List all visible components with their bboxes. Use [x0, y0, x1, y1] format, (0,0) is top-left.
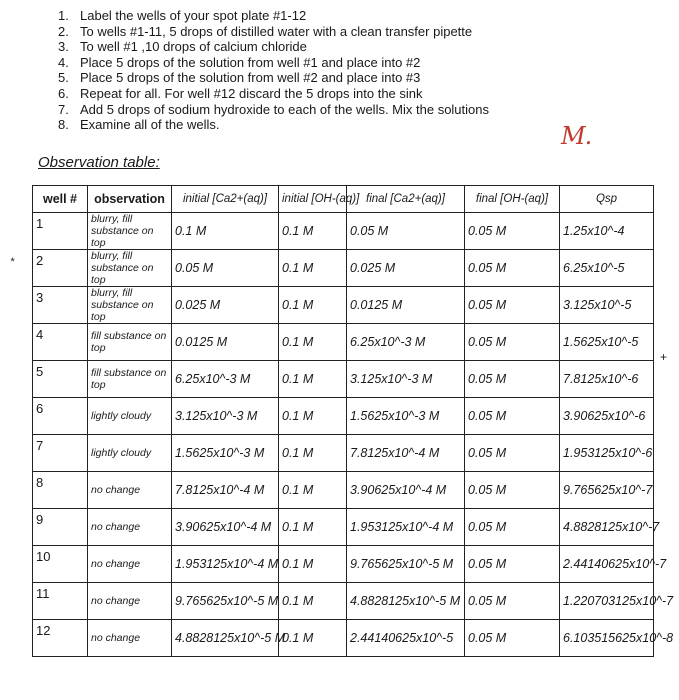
- header-qsp: Qsp: [560, 186, 654, 213]
- cell-qsp: 6.25x10^-5: [560, 250, 654, 287]
- cell-final-oh: 0.05 M: [465, 361, 560, 398]
- instruction-text: Place 5 drops of the solution from well #2 and place into #3: [80, 70, 421, 86]
- instruction-number: 3.: [58, 39, 69, 55]
- cell-initial-oh: 0.1 M: [279, 398, 347, 435]
- cell-well: 10: [33, 546, 88, 583]
- table-row: [33, 583, 654, 620]
- cell-final-ca: 4.8828125x10^-5 M: [347, 583, 465, 620]
- cell-qsp: 1.953125x10^-6: [560, 435, 654, 472]
- instruction-number: 1.: [58, 8, 69, 23]
- cell-initial-ca: 7.8125x10^-4 M: [172, 472, 279, 509]
- cell-initial-oh: 0.1 M: [279, 583, 347, 620]
- cell-qsp: 1.220703125x10^-7: [560, 583, 654, 620]
- cell-qsp: 6.103515625x10^-8: [560, 620, 654, 657]
- table-row: [33, 620, 654, 657]
- header-final-oh: final [OH-(aq)]: [465, 186, 560, 213]
- cell-initial-ca: 6.25x10^-3 M: [172, 361, 279, 398]
- header-observation: observation: [88, 186, 172, 213]
- header-well: well #: [33, 186, 88, 213]
- instruction-number: 8.: [58, 117, 69, 133]
- instruction-item: [58, 8, 489, 24]
- cell-initial-oh: 0.1 M: [279, 361, 347, 398]
- cell-well: 2: [33, 250, 88, 287]
- cell-qsp: 2.44140625x10^-7: [560, 546, 654, 583]
- table-row: [33, 546, 654, 583]
- cell-observation: no change: [88, 583, 172, 620]
- cell-final-oh: 0.05 M: [465, 398, 560, 435]
- cell-final-oh: 0.05 M: [465, 213, 560, 250]
- star-mark: *: [10, 256, 15, 268]
- table-row: [33, 250, 654, 287]
- cell-observation: no change: [88, 546, 172, 583]
- table-row: [33, 361, 654, 398]
- instruction-item: [58, 39, 489, 55]
- cell-qsp: 4.8828125x10^-7: [560, 509, 654, 546]
- cell-well: 9: [33, 509, 88, 546]
- cell-well: 1: [33, 213, 88, 250]
- cell-qsp: 1.5625x10^-5: [560, 324, 654, 361]
- instruction-item: [58, 70, 489, 86]
- cell-final-ca: 0.0125 M: [347, 287, 465, 324]
- header-final-ca: final [Ca2+(aq)]: [347, 186, 465, 213]
- instruction-number: 5.: [58, 70, 69, 86]
- instructions-list: [58, 8, 489, 133]
- cell-observation: lightly cloudy: [88, 435, 172, 472]
- cell-final-oh: 0.05 M: [465, 250, 560, 287]
- cell-initial-oh: 0.1 M: [279, 509, 347, 546]
- initials-signature: M.: [561, 122, 592, 150]
- cell-well: 3: [33, 287, 88, 324]
- cell-initial-ca: 9.765625x10^-5 M: [172, 583, 279, 620]
- cell-final-oh: 0.05 M: [465, 472, 560, 509]
- cell-final-ca: 2.44140625x10^-5: [347, 620, 465, 657]
- cell-well: 5: [33, 361, 88, 398]
- cell-initial-oh: 0.1 M: [279, 546, 347, 583]
- instruction-text: Place 5 drops of the solution from well #1 and place into #2: [80, 54, 421, 70]
- cell-initial-oh: 0.1 M: [279, 472, 347, 509]
- cell-observation: lightly cloudy: [88, 398, 172, 435]
- cell-qsp: 1.25x10^-4: [560, 213, 654, 250]
- cell-qsp: 3.90625x10^-6: [560, 398, 654, 435]
- header-initial-oh: initial [OH-(aq)]: [279, 186, 347, 213]
- cell-initial-ca: 0.025 M: [172, 287, 279, 324]
- plus-mark: +: [660, 350, 668, 364]
- cell-final-ca: 9.765625x10^-5 M: [347, 546, 465, 583]
- cell-final-ca: 1.5625x10^-3 M: [347, 398, 465, 435]
- table-row: [33, 324, 654, 361]
- cell-qsp: 7.8125x10^-6: [560, 361, 654, 398]
- cell-well: 11: [33, 583, 88, 620]
- cell-initial-ca: 0.0125 M: [172, 324, 279, 361]
- cell-initial-ca: 4.8828125x10^-5 M: [172, 620, 279, 657]
- instruction-item: [58, 55, 489, 71]
- cell-final-oh: 0.05 M: [465, 287, 560, 324]
- cell-initial-ca: 1.5625x10^-3 M: [172, 435, 279, 472]
- table-row: [33, 213, 654, 250]
- instruction-text: Add 5 drops of sodium hydroxide to each of the wells. Mix the solutions: [80, 101, 489, 117]
- cell-initial-ca: 0.05 M: [172, 250, 279, 287]
- cell-final-ca: 3.125x10^-3 M: [347, 361, 465, 398]
- cell-final-ca: 1.953125x10^-4 M: [347, 509, 465, 546]
- cell-final-ca: 0.025 M: [347, 250, 465, 287]
- cell-initial-oh: 0.1 M: [279, 324, 347, 361]
- instruction-text: Label the wells of your spot plate #1-12: [80, 8, 307, 23]
- cell-observation: blurry, fill substance on top: [88, 213, 172, 250]
- table-row: [33, 509, 654, 546]
- cell-well: 7: [33, 435, 88, 472]
- observation-table: [32, 185, 674, 657]
- instruction-text: Examine all of the wells.: [80, 117, 220, 133]
- cell-well: 12: [33, 620, 88, 657]
- instruction-text: Repeat for all. For well #12 discard the 5 drops into the sink: [80, 85, 423, 101]
- cell-well: 4: [33, 324, 88, 361]
- instruction-number: 7.: [58, 101, 69, 117]
- cell-observation: fill substance on top: [88, 361, 172, 398]
- cell-final-oh: 0.05 M: [465, 509, 560, 546]
- cell-initial-oh: 0.1 M: [279, 620, 347, 657]
- table-row: [33, 287, 654, 324]
- cell-observation: fill substance on top: [88, 324, 172, 361]
- instruction-number: 4.: [58, 54, 69, 70]
- cell-observation: no change: [88, 472, 172, 509]
- cell-initial-ca: 1.953125x10^-4 M: [172, 546, 279, 583]
- instruction-item: [58, 24, 489, 40]
- instruction-number: 2.: [58, 23, 69, 39]
- cell-observation: no change: [88, 509, 172, 546]
- cell-observation: blurry, fill substance on top: [88, 250, 172, 287]
- instruction-item: [58, 86, 489, 102]
- cell-qsp: 3.125x10^-5: [560, 287, 654, 324]
- cell-final-oh: 0.05 M: [465, 435, 560, 472]
- instruction-text: To wells #1-11, 5 drops of distilled water with a clean transfer pipette: [80, 23, 473, 39]
- cell-initial-ca: 3.90625x10^-4 M: [172, 509, 279, 546]
- cell-observation: blurry, fill substance on top: [88, 287, 172, 324]
- cell-final-ca: 3.90625x10^-4 M: [347, 472, 465, 509]
- cell-final-oh: 0.05 M: [465, 546, 560, 583]
- cell-initial-ca: 3.125x10^-3 M: [172, 398, 279, 435]
- cell-initial-oh: 0.1 M: [279, 250, 347, 287]
- cell-final-ca: 0.05 M: [347, 213, 465, 250]
- cell-final-oh: 0.05 M: [465, 324, 560, 361]
- cell-final-oh: 0.05 M: [465, 583, 560, 620]
- cell-initial-oh: 0.1 M: [279, 435, 347, 472]
- cell-initial-oh: 0.1 M: [279, 213, 347, 250]
- cell-well: 6: [33, 398, 88, 435]
- cell-initial-oh: 0.1 M: [279, 287, 347, 324]
- instruction-number: 6.: [58, 85, 69, 101]
- header-initial-ca: initial [Ca2+(aq)]: [172, 186, 279, 213]
- table-row: [33, 472, 654, 509]
- cell-observation: no change: [88, 620, 172, 657]
- cell-final-ca: 7.8125x10^-4 M: [347, 435, 465, 472]
- instruction-item: [58, 117, 489, 133]
- cell-final-ca: 6.25x10^-3 M: [347, 324, 465, 361]
- observation-table-title: Observation table:: [38, 154, 160, 171]
- table-row: [33, 398, 654, 435]
- table-header-row: [33, 186, 654, 213]
- instruction-text: To well #1 ,10 drops of calcium chloride: [80, 39, 307, 55]
- cell-final-oh: 0.05 M: [465, 620, 560, 657]
- table-row: [33, 435, 654, 472]
- instruction-item: [58, 102, 489, 118]
- cell-well: 8: [33, 472, 88, 509]
- cell-qsp: 9.765625x10^-7: [560, 472, 654, 509]
- cell-initial-ca: 0.1 M: [172, 213, 279, 250]
